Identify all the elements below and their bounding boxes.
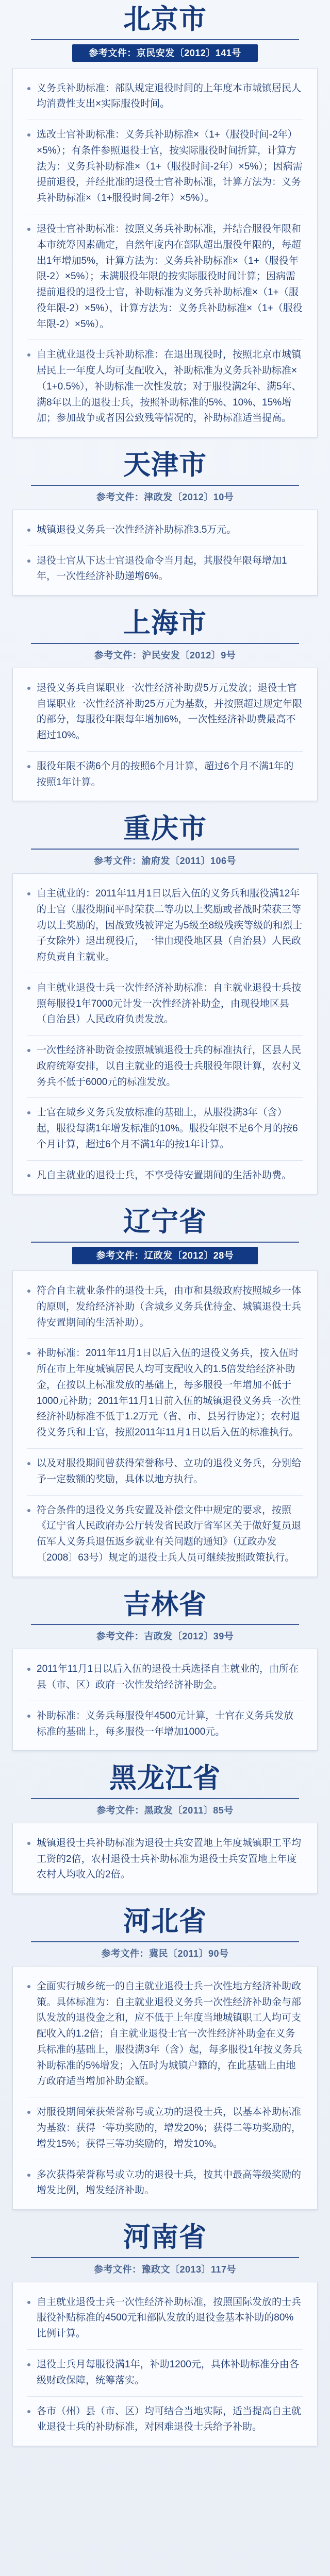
policy-bullet: 符合自主就业条件的退役士兵，由市和县级政府按照城乡一体的原则，发给经济补助（含城乡义务兵优待金、城镇退役士兵待安置期间的生活补助）。 — [27, 1283, 303, 1331]
title-divider — [31, 1941, 299, 1942]
reference-text: 参考文件：吉政发〔2012〕39号 — [96, 1631, 234, 1642]
policy-card — [12, 2282, 318, 2446]
policy-card — [12, 68, 318, 438]
region-title-wrap — [0, 1208, 330, 1236]
reference-badge: 参考文件：辽政发〔2012〕28号 — [72, 1247, 258, 1264]
policy-bullet: 各市（州）县（市、区）均可结合当地实际，适当提高自主就业退役士兵的补助标准，对困难退役士兵给予补助。 — [27, 2404, 303, 2436]
policy-bullet: 自主就业的：2011年11月1日以后入伍的义务兵和服役满12年的士官（服役期间平时荣获二等功以上奖励或者战时荣获三等功以上奖励的，因战致残被评定为5级至8级残疾等级的和烈士子女除外）退出现役后，一律由现役地区县（自治县）人民政府负责自主就业。 — [27, 886, 303, 965]
title-divider — [31, 39, 299, 40]
region-section — [0, 451, 330, 596]
region-title-wrap — [0, 1764, 330, 1793]
reference-wrap — [0, 1946, 330, 1960]
reference-wrap — [0, 1629, 330, 1642]
card-divider — [27, 2396, 303, 2397]
reference-wrap — [0, 2262, 330, 2276]
policy-card — [12, 668, 318, 802]
policy-bullet: 自主就业退役士兵一次性经济补助标准，按照国际发放的士兵服役补贴标准的4500元和部队发放的退役金基本补助的80%比例计算。 — [27, 2295, 303, 2342]
policy-bullet: 补助标准：2011年11月1日以后入伍的退役义务兵，按入伍时所在市上年度城镇居民人均可支配收入的1.5倍发给经济补助金，在按以上标准发放的基础上，每多服役一年增加不低于1000元补助；2011年11月1日前入伍的城镇退役义务兵一次性经济补助标准不低于1.2万元（省、市、县另行协定）；农村退役义务兵和士官，按照2011年11月1日以后入伍的标准执行。 — [27, 1346, 303, 1441]
policy-bullet: 2011年11月1日以后入伍的退役士兵选择自主就业的，由所在县（市、区）政府一次性发给经济补助金。 — [27, 1662, 303, 1693]
policy-card — [12, 510, 318, 596]
reference-wrap — [0, 44, 330, 62]
policy-card — [12, 1270, 318, 1577]
policy-bullet: 自主就业退役士兵一次性经济补助标准：自主就业退役士兵按照每服役1年7000元计发一次性经济补助金，由现役地区县（自治县）人民政府负责发放。 — [27, 980, 303, 1028]
reference-text: 参考文件：津政发〔2012〕10号 — [96, 492, 234, 502]
region-section — [0, 2223, 330, 2446]
region-title-wrap — [0, 451, 330, 480]
region-title-wrap — [0, 1907, 330, 1936]
region-title-wrap — [0, 815, 330, 843]
title-divider — [31, 849, 299, 850]
region-title: 天津市 — [123, 449, 207, 481]
policy-bullet: 符合条件的退役义务兵安置及补偿文件中规定的要求，按照《辽宁省人民政府办公厅转发省民政厅省军区关于做好复员退伍军人义务兵退伍返乡就业有关问题的通知》（辽政办发〔2008〕63号）规定的退役士兵人员可继续按照政策执行。 — [27, 1503, 303, 1566]
card-divider — [27, 2349, 303, 2350]
card-divider — [27, 1495, 303, 1496]
card-divider — [27, 1448, 303, 1449]
policy-bullet: 退役士官补助标准：按照义务兵补助标准，并结合服役年限和本市统筹因素确定，自然年度内在部队超出服役年限的，每超出1年增加5%，计算方法为：义务兵补助标准×（1+（服役年限-2）×5%）；未满服役年限的按实际服役时间计算；因病需提前退役的退役士官，补助标准为义务兵补助标准×（1+（服役年限-2）×5%），计算方法为：义务兵补助标准×（1+（服役年限-2）×5%）。 — [27, 222, 303, 332]
region-title-wrap — [0, 2223, 330, 2252]
region-title: 吉林省 — [123, 1588, 207, 1620]
reference-wrap — [0, 648, 330, 662]
region-title-wrap — [0, 609, 330, 638]
policy-bullet: 退役义务兵自谋职业一次性经济补助费5万元发放；退役士官自谋职业一次性经济补助25万元为基数，并按照超过规定年限的部分，每服役年限每年增加6%，一次性经济补助费最高不超过10%。 — [27, 681, 303, 744]
title-divider — [31, 1242, 299, 1243]
reference-wrap — [0, 1803, 330, 1817]
policy-bullet: 退役士官从下达士官退役命令当月起，其服役年限每增加1年，一次性经济补助递增6%。 — [27, 553, 303, 585]
policy-bullet: 自主就业退役士兵补助标准：在退出现役时，按照北京市城镇居民上一年度人均可支配收入，补助标准为义务兵补助标准×（1+0.5%），补助标准一次性发放；对于服役满2年、满5年、满8年以上的退役士兵，按照补助标准的5%、10%、15%增加；参加战争或者因公致残等情况的，补助标准适当提高。 — [27, 347, 303, 427]
region-title: 河南省 — [123, 2222, 207, 2253]
policy-bullet: 全面实行城乡统一的自主就业退役士兵一次性地方经济补助政策。具体标准为：自主就业退役义务兵一次性经济补助金与部队发放的退役金之和，应不低于上年度当地城镇职工人均可支配收入的1.2倍；自主就业退役士官一次性经济补助金在义务兵标准的基础上，服役满3年（含）起，每多服役1年按义务兵补助标准的5%增发；入伍时为城镇户籍的，在此基础上由地方政府适当增加补助金额。 — [27, 1979, 303, 2090]
reference-text: 参考文件：豫政文〔2013〕117号 — [93, 2264, 237, 2275]
title-divider — [31, 1798, 299, 1799]
title-divider — [31, 1624, 299, 1625]
region-section — [0, 1764, 330, 1894]
policy-bullet: 义务兵补助标准：部队规定退役时间的上年度本市城镇居民人均消费性支出×实际服役时间。 — [27, 81, 303, 113]
policy-card — [12, 1966, 318, 2210]
title-divider — [31, 643, 299, 644]
region-title: 上海市 — [123, 607, 207, 639]
policy-bullet: 城镇退役士兵补助标准为退役士兵安置地上年度城镇职工平均工资的2倍，农村退役士兵补助标准为退役士兵安置地上年度农村人均收入的2倍。 — [27, 1836, 303, 1883]
reference-text: 参考文件：黑政发〔2011〕85号 — [96, 1805, 234, 1816]
policy-bullet: 多次获得荣誉称号或立功的退役士兵，按其中最高等级奖励的增发比例，增发经济补助。 — [27, 2167, 303, 2199]
reference-badge: 参考文件：京民安发〔2012〕141号 — [72, 44, 258, 62]
reference-wrap — [0, 490, 330, 503]
policy-bullet: 选改士官补助标准：义务兵补助标准×（1+（服役时间-2年）×5%）；有条件参照退役士官，按实际服役时间折算，计算方法为：义务兵补助标准×（1+（服役时间-2年）×5%）；因病需提前退役，并经批准的退役士官补助标准，计算方法为：义务兵补助标准×（1+服役时间-2年）×5%）。 — [27, 127, 303, 207]
region-title-wrap — [0, 1590, 330, 1619]
policy-bullet: 退役士兵月每服役满1年，补助1200元，具体补助标准分由各级财政保障，统筹落实。 — [27, 2357, 303, 2389]
region-section — [0, 1907, 330, 2210]
policy-bullet: 服役年限不满6个月的按照6个月计算，超过6个月不满1年的按照1年计算。 — [27, 759, 303, 791]
policy-bullet: 补助标准：义务兵每服役年4500元计算，士官在义务兵发放标准的基础上，每多服役一年增加1000元。 — [27, 1708, 303, 1740]
reference-text: 参考文件：渝府发〔2011〕106号 — [93, 856, 237, 866]
region-title: 河北省 — [123, 1906, 207, 1938]
policy-bullet: 城镇退役义务兵一次性经济补助标准3.5万元。 — [27, 522, 303, 538]
policy-bullet: 以及对服役期间曾获得荣誉称号、立功的退役义务兵，分别给予一定数额的奖励，具体以地方执行。 — [27, 1456, 303, 1488]
region-section — [0, 815, 330, 1194]
region-section — [0, 609, 330, 801]
title-divider — [31, 485, 299, 486]
card-divider — [27, 1035, 303, 1036]
policy-bullet: 对服役期间荣获荣誉称号或立功的退役士兵，以基本补助标准为基数：获得一等功奖励的，增发20%；获得二等功奖励的，增发15%；获得三等功奖励的，增发10%。 — [27, 2105, 303, 2152]
reference-wrap — [0, 854, 330, 867]
policy-card — [12, 1649, 318, 1751]
title-divider — [31, 2257, 299, 2258]
card-divider — [27, 751, 303, 752]
region-section — [0, 5, 330, 437]
policy-card — [12, 1823, 318, 1894]
policy-bullet: 一次性经济补助资金按照城镇退役士兵的标准执行，区县人民政府统筹安排，以自主就业的退役士兵服役年限计算，农村义务兵不低于6000元的标准发放。 — [27, 1043, 303, 1090]
region-title: 北京市 — [123, 4, 207, 35]
reference-wrap — [0, 1247, 330, 1264]
region-title: 辽宁省 — [123, 1206, 207, 1238]
region-title-wrap — [0, 5, 330, 34]
card-divider — [27, 1160, 303, 1161]
region-section — [0, 1208, 330, 1577]
reference-text: 参考文件：沪民安发〔2012〕9号 — [94, 650, 236, 660]
region-section — [0, 1590, 330, 1751]
card-divider — [27, 1097, 303, 1098]
policy-bullet: 士官在城乡义务兵发放标准的基础上，从服役满3年（含）起，服役每满1年增发标准的10%。服役年限不足6个月的按6个月计算，超过6个月不满1年的按1年计算。 — [27, 1105, 303, 1153]
policy-card — [12, 873, 318, 1194]
policy-bullet: 凡自主就业的退役士兵，不享受待安置期间的生活补助费。 — [27, 1168, 303, 1184]
reference-text: 参考文件：冀民〔2011〕90号 — [101, 1948, 229, 1959]
region-title: 黑龙江省 — [109, 1762, 221, 1794]
region-title: 重庆市 — [123, 813, 207, 845]
